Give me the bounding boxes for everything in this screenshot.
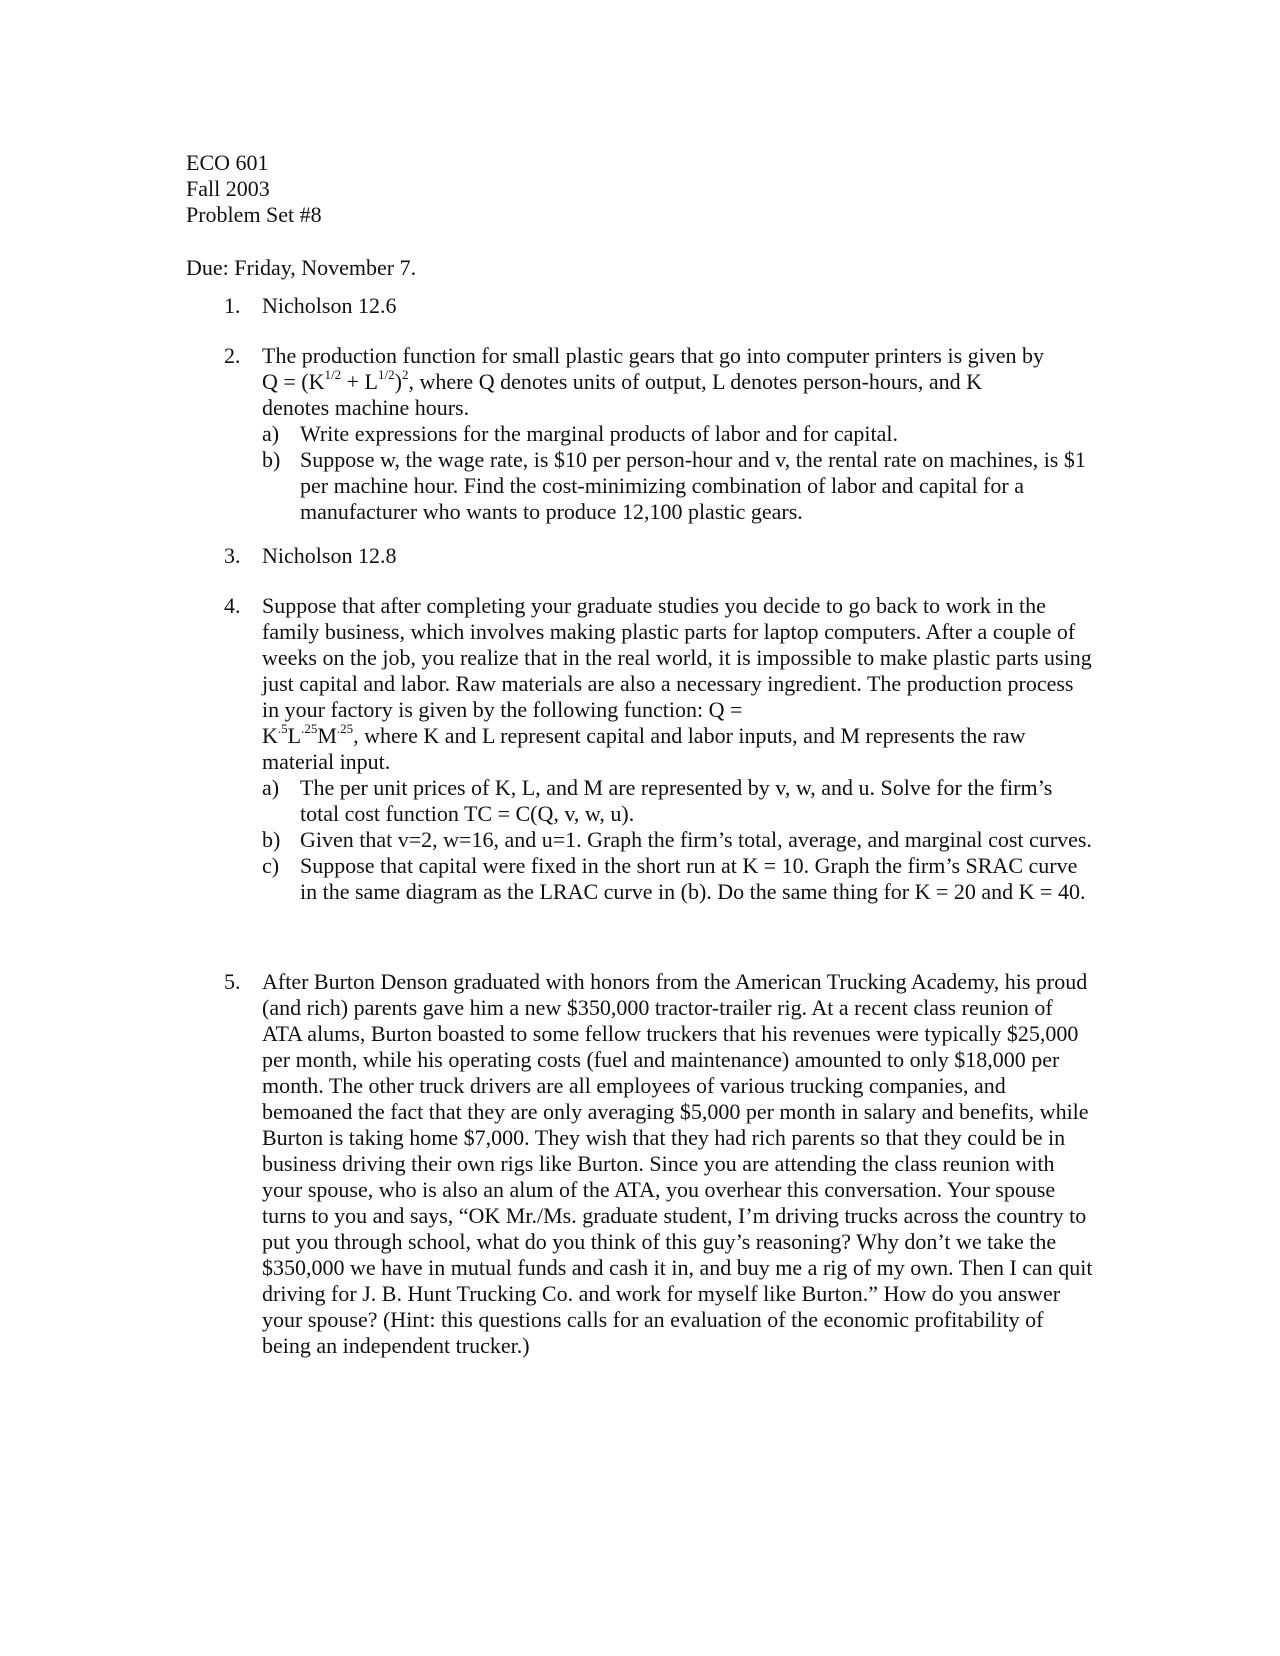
subpart-c xyxy=(262,853,1094,905)
subpart-text: Write expressions for the marginal products of labor and for capital. xyxy=(300,421,899,446)
problem-4 xyxy=(224,593,1094,905)
subpart-label: b) xyxy=(262,827,281,852)
term: Fall 2003 xyxy=(186,176,270,201)
problem-3 xyxy=(224,543,1094,569)
subpart-label: c) xyxy=(262,853,280,878)
problem-number: 3. xyxy=(224,543,241,568)
problem-text xyxy=(262,343,1094,525)
problem-intro: Suppose that after completing your graduate studies you decide to go back to work in the family business, which involves making plastic parts for laptop computers. After a couple of weeks on the job, you realize that in the real world, it is impossible to make plastic parts using just capital and labor. Raw materials are also a necessary ingredient. The production process in your factory is given by the following function: Q = xyxy=(262,593,1092,722)
subpart-text: Suppose that capital were fixed in the short run at K = 10. Graph the firm’s SRAC curve in the same diagram as the LRAC curve in (b). Do the same thing for K = 20 and K = 40. xyxy=(300,853,1086,904)
problem-text xyxy=(262,593,1094,775)
subpart-text: Given that v=2, w=16, and u=1. Graph the firm’s total, average, and marginal cost curves. xyxy=(300,827,1092,852)
problem-number: 4. xyxy=(224,593,241,618)
subpart-b xyxy=(262,827,1094,853)
production-function-line: $Q = (K^{1/2} + L^{1/2})^2$, where Q denotes units of output, L denotes person-hours, and K xyxy=(262,366,982,394)
subpart-label: b) xyxy=(262,447,281,472)
problem-text: After Burton Denson graduated with honors from the American Trucking Academy, his proud (and rich) parents gave him a new $350,000 tractor-trailer rig. At a recent class reunion of ATA alums, Burton boasted to some fellow truckers that his revenues were typically $25,000 per month, while his operating costs (fuel and maintenance) amounted to only $18,000 per month. The other truck drivers are all employees of various trucking companies, and bemoaned the fact that they are only averaging $5,000 per month in salary and benefits, while Burton is taking home $7,000. They wish that they had rich parents so that they could be in business driving their own rigs like Burton. Since you are attending the class reunion with your spouse, who is also an alum of the ATA, you overhear this conversation. Your spouse turns to you and says, “OK Mr./Ms. graduate student, I’m driving trucks across the country to put you through school, what do you think of this guy’s reasoning? Why don’t we take the $350,000 we have in mutual funds and cash it in, and buy me a rig of my own. Then I can quit driving for J. B. Hunt Trucking Co. and work for myself like Burton.” How do you answer your spouse? (Hint: this questions calls for an evaluation of the economic profitability of being an independent trucker.) xyxy=(262,969,1093,1358)
course-code: ECO 601 xyxy=(186,150,269,175)
subpart-b xyxy=(262,447,1094,525)
problem-line: denotes machine hours. xyxy=(262,395,470,420)
document-header xyxy=(186,150,322,228)
problem-set-title: Problem Set #8 xyxy=(186,202,322,227)
problem-text: Nicholson 12.6 xyxy=(262,293,397,318)
problem-1 xyxy=(224,293,1094,319)
problem-line: The production function for small plastic gears that go into computer printers is given by xyxy=(262,343,1045,368)
production-function-line: $K^{.5}L^{.25}M^{.25}$, where K and L represent capital and labor inputs, and M represents the raw material input. xyxy=(262,720,1026,774)
problem-text: Nicholson 12.8 xyxy=(262,543,397,568)
problem-5 xyxy=(224,969,1094,1359)
subpart-text: The per unit prices of K, L, and M are represented by v, w, and u. Solve for the firm’s total cost function TC = C(Q, v, w, u). xyxy=(300,775,1053,826)
subpart-label: a) xyxy=(262,775,280,800)
problem-2 xyxy=(224,343,1094,525)
due-date: Due: Friday, November 7. xyxy=(186,255,417,280)
subpart-text: Suppose w, the wage rate, is $10 per person-hour and v, the rental rate on machines, is $1 per machine hour. Find the cost-minimizing combination of labor and capital for a manufacturer who wants to produce 12,100 plastic gears. xyxy=(300,447,1086,524)
subpart-label: a) xyxy=(262,421,280,446)
problem-number: 5. xyxy=(224,969,241,994)
subpart-a xyxy=(262,775,1094,827)
problem-number: 1. xyxy=(224,293,241,318)
problem-number: 2. xyxy=(224,343,241,368)
subpart-a xyxy=(262,421,1094,447)
